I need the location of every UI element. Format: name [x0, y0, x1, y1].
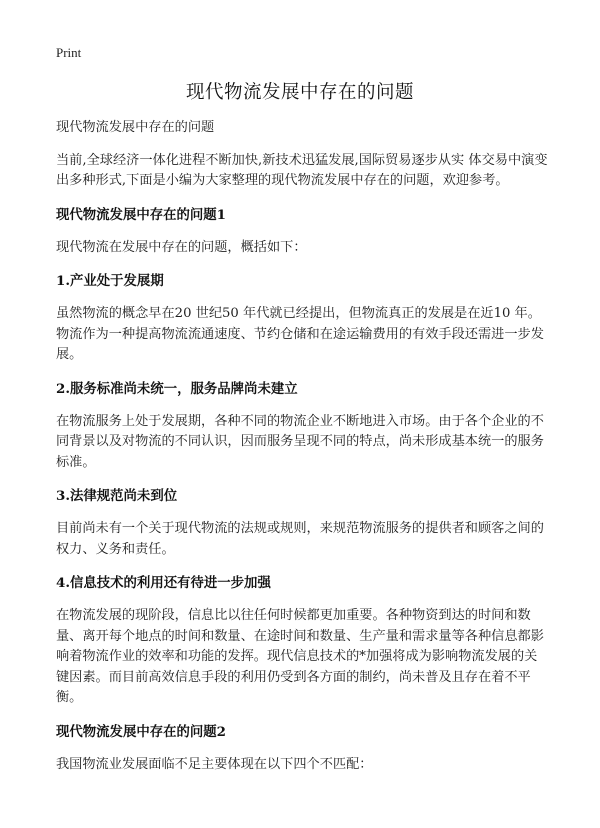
paragraph: 我国物流业发展面临不足主要体现在以下四个不匹配：: [56, 756, 373, 772]
paragraph: 在物流服务上处于发展期，各种不同的物流企业不断地进入市场。由于各个企业的不同背景以及对物流的不同认识，因而服务呈现不同的特点，尚未形成基本统一的服务标准。: [56, 413, 544, 470]
document-title: 现代物流发展中存在的问题: [185, 82, 414, 103]
section-heading: 1.产业处于发展期: [56, 273, 164, 289]
paragraph: 现代物流在发展中存在的问题，概括如下：: [56, 239, 307, 255]
paragraph: 在物流发展的现阶段，信息比以往任何时候都更加重要。各种物资到达的时间和数量、离开每个地点的时间和数量、在途时间和数量、生产量和需求量等各种信息都影响着物流作业的效率和功能的发挥。现代信息技术的*加强将成为影响物流发展的关键因素。而目前高效信息手段的利用仍受到各方面的制约，尚未普及且存在着不平衡。: [56, 608, 544, 705]
section-heading: 3.法律规范尚未到位: [56, 488, 178, 504]
section-heading: 现代物流发展中存在的问题1: [56, 206, 227, 223]
print-link[interactable]: Print: [56, 45, 82, 60]
section-heading: 2.服务标准尚未统一，服务品牌尚未建立: [56, 380, 298, 397]
paragraph: 虽然物流的概念早在20 世纪50 年代就已经提出，但物流真正的发展是在近10 年。物流作为一种提高物流流通速度、节约仓储和在途运输费用的有效手段还需进一步发展。: [56, 306, 544, 362]
document-body: [56, 118, 548, 775]
paragraph: 目前尚未有一个关于现代物流的法规或规则，来规范物流服务的提供者和顾客之间的权力、义务和责任。: [56, 521, 544, 557]
section-heading: 现代物流发展中存在的问题2: [56, 723, 227, 740]
section-heading: 4.信息技术的利用还有待进一步加强: [56, 575, 271, 591]
paragraph: 当前,全球经济一体化进程不断加快,新技术迅猛发展,国际贸易逐步从实 体交易中演变出多种形式,下面是小编为大家整理的现代物流发展中存在的问题，欢迎参考。: [56, 152, 548, 188]
paragraph: 现代物流发展中存在的问题: [56, 120, 215, 135]
